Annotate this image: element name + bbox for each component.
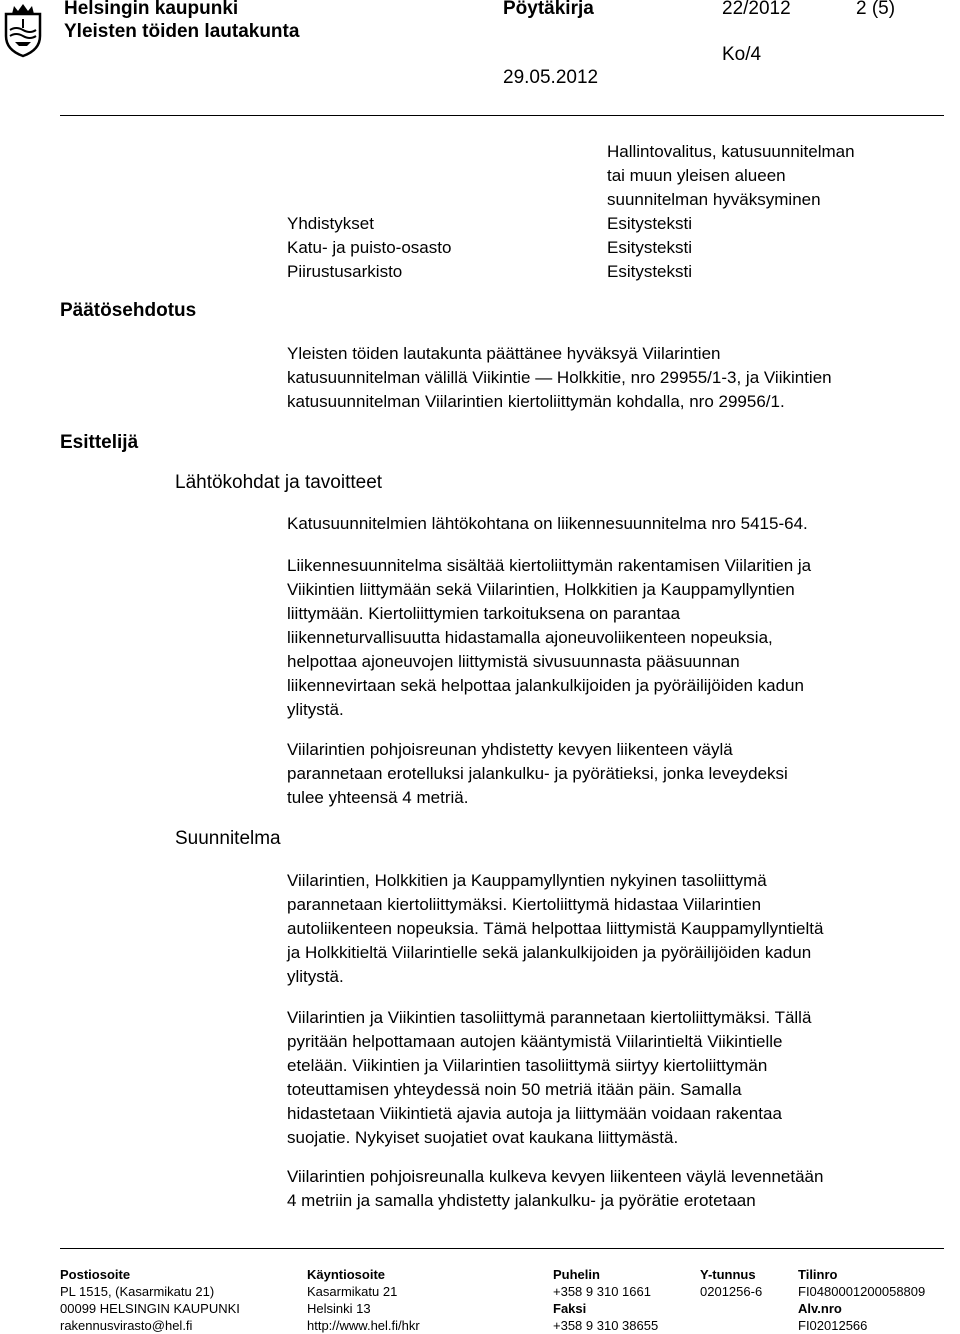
footer-postal-address [60,1266,240,1334]
board-name: Yleisten töiden lautakunta [64,21,300,42]
footer-heading: Tilinro [798,1267,838,1282]
text-line: parannetaan erotelluksi jalankulku- ja pyörätieksi, jonka leveydeksi [287,764,788,783]
footer-visiting-address [307,1266,420,1334]
footer-heading: Postiosoite [60,1267,131,1282]
footer-divider [60,1248,944,1249]
text-line: ja Holkkitieltä Viilarintielle sekä jalankulkijoiden ja pyöräilijöiden kadun [287,943,812,962]
footer-line: 00099 HELSINGIN KAUPUNKI [60,1301,240,1316]
footer-account [798,1266,925,1334]
goals-heading: Lähtökohdat ja tavoitteet [175,472,383,493]
text-line: Viilarintien, Holkkitien ja Kauppamyllyntien nykyinen tasoliittymä [287,871,767,890]
footer-line: FI0480001200058809 [798,1284,926,1299]
footer-line: rakennusvirasto@hel.fi [60,1318,193,1333]
text-line: autoliikenteen nopeuksia. Tämä helpottaa liittymistä Kauppamyllyntieltä [287,919,824,938]
text-line: Viikintien liittymään sekä Viilarintien, Holkkitien ja Kauppamyllyntien [287,580,795,599]
proposal-heading: Päätösehdotus [60,300,197,321]
attachment-item: Esitysteksti [607,238,693,257]
text-line: liikenneturvallisuutta hidastamalla ajoneuvoliikenteen nopeuksia, [287,628,773,647]
helsinki-crest-logo [2,2,44,58]
footer-business-id [700,1266,762,1300]
addressee-item: Katu- ja puisto-osasto [287,238,452,257]
text-line: parannetaan kiertoliittymäksi. Kiertoliittymä hidastaa Viilarintien [287,895,762,914]
body-paragraph [287,738,788,810]
footer-heading: Puhelin [553,1267,600,1282]
addressee-item: Piirustusarkisto [287,262,403,281]
text-line: ylitystä. [287,700,344,719]
meeting-date: 29.05.2012 [503,67,599,88]
footer-line: FI02012566 [798,1318,868,1333]
footer-heading: Alv.nro [798,1301,842,1316]
footer-line: +358 9 310 38655 [553,1318,659,1333]
attachment-item: Esitysteksti [607,262,693,281]
text-line: 4 metriin ja samalla yhdistetty jalankulku- ja pyörätie erotetaan [287,1191,756,1210]
text-line: helpottaa ajoneuvojen liittymistä sivusuunnasta pääsuunnan [287,652,740,671]
body-paragraph [287,1006,811,1150]
section-code: Ko/4 [722,44,762,65]
body-paragraph [287,512,808,536]
body-paragraph [287,554,811,722]
presenter-heading: Esittelijä [60,432,139,453]
city-name: Helsingin kaupunki [64,0,239,19]
footer-heading: Käyntiosoite [307,1267,386,1282]
text-line: pyritään helpottamaan autojen kääntymistä Viilarintieltä Viikintielle [287,1032,783,1051]
text-line: tulee yhteensä 4 metriä. [287,788,469,807]
addressee-list [287,212,451,284]
attachment-item: Esitysteksti [607,214,693,233]
text-line: suojatie. Nykyiset suojatiet ovat kaukana liittymästä. [287,1128,679,1147]
attachment-item: tai muun yleisen alueen [607,166,786,185]
document-number: 22/2012 [722,0,791,19]
text-line: Viilarintien pohjoisreunalla kulkeva kevyen liikenteen väylä levennetään [287,1167,824,1186]
text-line: Liikennesuunnitelma sisältää kiertoliittymän rakentamisen Viilaritien ja [287,556,812,575]
plan-heading: Suunnitelma [175,828,281,849]
footer-line: +358 9 310 1661 [553,1284,651,1299]
text-line: ylitystä. [287,967,344,986]
footer-line: Helsinki 13 [307,1301,371,1316]
text-line: katusuunnitelman välillä Viikintie ― Holkkitie, nro 29955/1-3, ja Viikintien [287,368,832,387]
text-line: liittymään. Kiertoliittymien tarkoituksena on parantaa [287,604,681,623]
footer-phone [553,1266,658,1334]
attachment-list [607,140,855,284]
body-paragraph [287,869,823,989]
attachment-item: suunnitelman hyväksyminen [607,190,821,209]
body-paragraph [287,1165,823,1213]
text-line: Yleisten töiden lautakunta päättänee hyväksyä Viilarintien [287,344,721,363]
page-number: 2 (5) [856,0,896,19]
footer-line: 0201256-6 [700,1284,763,1299]
text-line: Viilarintien ja Viikintien tasoliittymä parannetaan kiertoliittymäksi. Tällä [287,1008,812,1027]
header-divider [60,115,944,116]
addressee-item: Yhdistykset [287,214,374,233]
attachment-item: Hallintovalitus, katusuunnitelman [607,142,855,161]
text-line: Katusuunnitelmien lähtökohtana on liikennesuunnitelma nro 5415-64. [287,514,808,533]
footer-line: PL 1515, (Kasarmikatu 21) [60,1284,215,1299]
footer-line: http://www.hel.fi/hkr [307,1318,420,1333]
footer-heading: Faksi [553,1301,587,1316]
proposal-paragraph [287,342,832,414]
footer-heading: Y-tunnus [700,1267,756,1282]
text-line: etelään. Viikintien ja Viilarintien tasoliittymä siirtyy kiertoliittymän [287,1056,768,1075]
footer-line: Kasarmikatu 21 [307,1284,398,1299]
text-line: hidastetaan Viikintietä ajavia autoja ja liittymään voidaan rakentaa [287,1104,782,1123]
text-line: toteuttamisen yhteydessä noin 50 metriä itään päin. Samalla [287,1080,742,1099]
text-line: Viilarintien pohjoisreunan yhdistetty kevyen liikenteen väylä [287,740,733,759]
text-line: katusuunnitelman Viilarintien kiertoliittymän kohdalla, nro 29956/1. [287,392,785,411]
document-type: Pöytäkirja [503,0,594,19]
text-line: liikennevirtaan sekä helpottaa jalankulkijoiden ja pyöräilijöiden kadun [287,676,804,695]
